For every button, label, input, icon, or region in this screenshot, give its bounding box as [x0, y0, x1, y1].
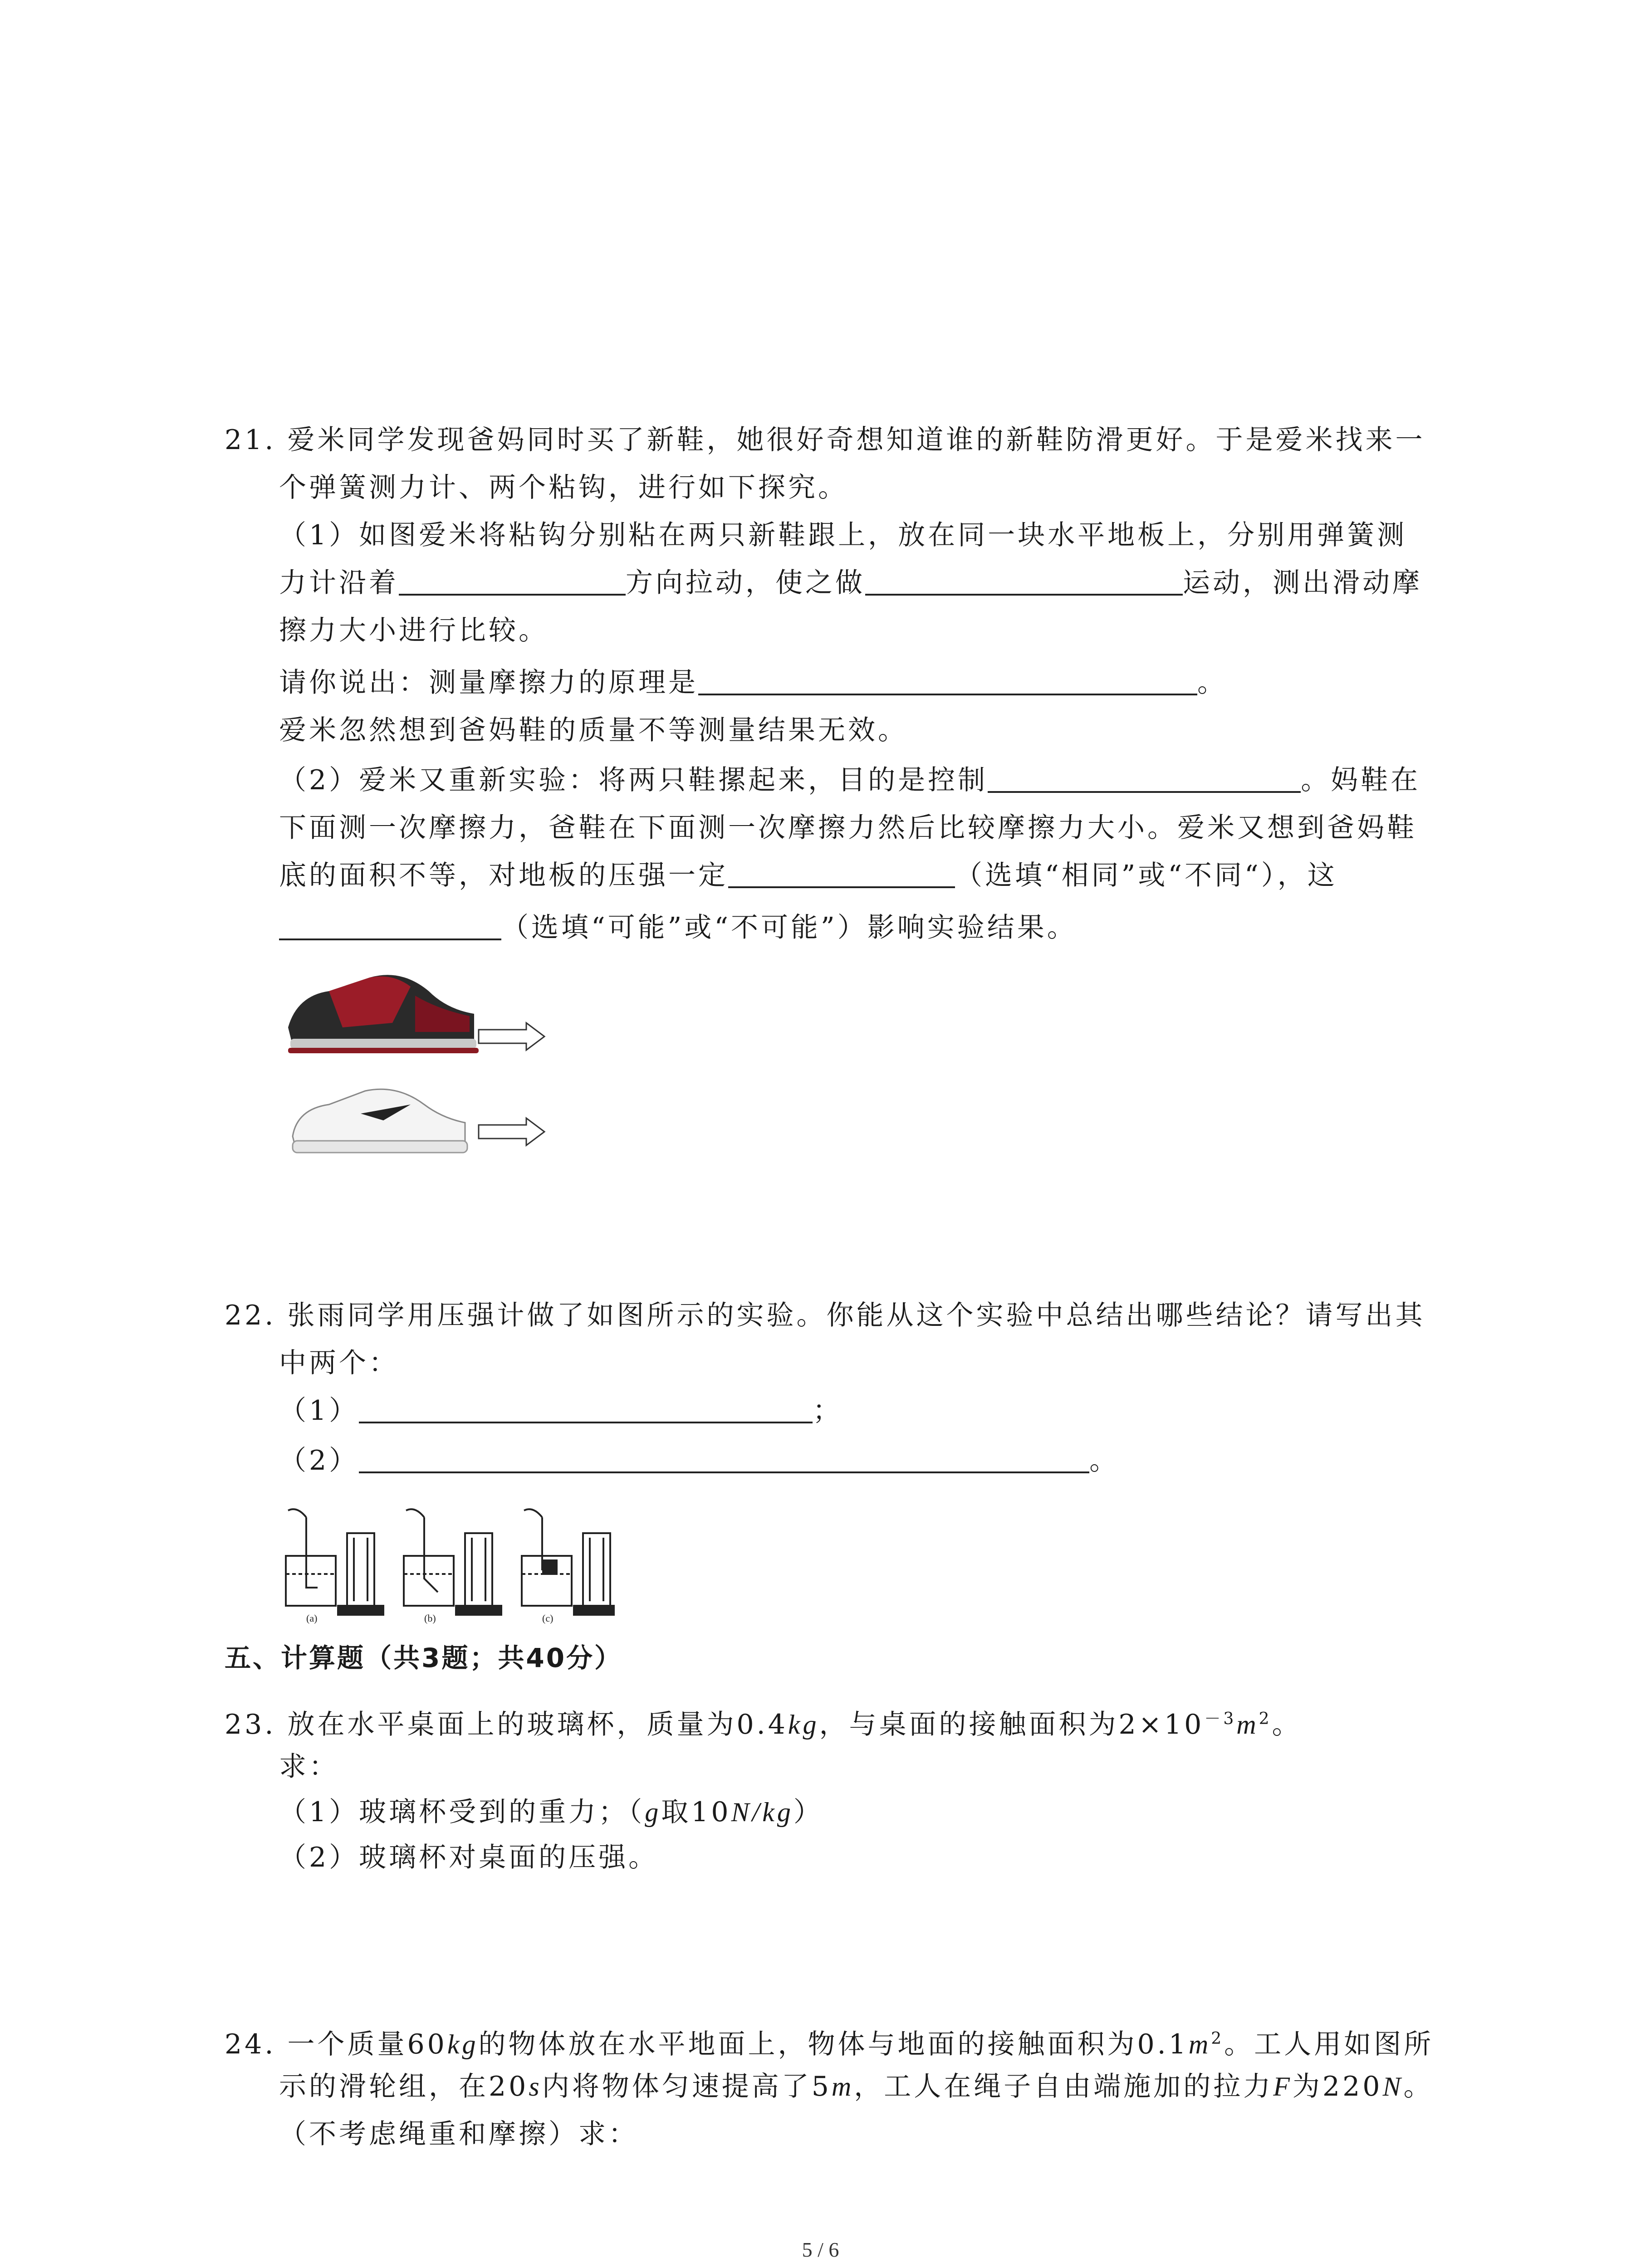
figure-label-b: (b)	[424, 1613, 436, 1624]
arrow-icon	[479, 1118, 544, 1145]
figure-label-a: (a)	[306, 1613, 318, 1624]
q23-line-2: 求：	[279, 1751, 339, 1783]
q22-number: 22.	[225, 1300, 276, 1331]
q23-line-3: （1）玻璃杯受到的重力；（g取10N/kg）	[279, 1796, 823, 1828]
dark-shoe-image	[288, 975, 479, 1053]
answer-blank-motion[interactable]	[865, 565, 1183, 596]
q23-line-4: （2）玻璃杯对桌面的压强。	[279, 1842, 659, 1873]
q21-line-9: 下面测一次摩擦力，爸鞋在下面测一次摩擦力然后比较摩擦力大小。爱米又想到爸妈鞋	[279, 812, 1417, 844]
q21-line-6: 请你说出：测量摩擦力的原理是 。	[279, 665, 1227, 701]
gauge-apparatus-a	[286, 1509, 383, 1624]
q21-line-1: 21. 爱米同学发现爸妈同时买了新鞋，她很好奇想知道谁的新鞋防滑更好。于是爱米找来一	[225, 424, 1425, 456]
page-number: 5 / 6	[802, 2238, 839, 2261]
answer-blank-conclusion-1[interactable]	[359, 1393, 813, 1423]
q23-line-1: 23. 放在水平桌面上的玻璃杯，质量为0.4kg，与桌面的接触面积为$2\times 10^{-3}m^2$。	[225, 1709, 1302, 1740]
answer-blank-pressure[interactable]	[728, 857, 955, 888]
q22-line-3: （1） ；	[279, 1393, 843, 1429]
white-shoe-image	[293, 1089, 467, 1153]
q21-line-5: 擦力大小进行比较。	[279, 615, 549, 646]
q21-number: 21.	[225, 424, 276, 456]
section-heading: 五、计算题（共3题；共40分）	[225, 1642, 623, 1673]
shoes-figure	[279, 959, 597, 1168]
answer-blank-principle[interactable]	[698, 665, 1197, 695]
q24-number: 24.	[225, 2028, 276, 2060]
q22-line-1: 22. 张雨同学用压强计做了如图所示的实验。你能从这个实验中总结出哪些结论？请写出其	[225, 1300, 1425, 1331]
answer-blank-control[interactable]	[988, 762, 1301, 793]
answer-blank-direction[interactable]	[399, 565, 626, 596]
answer-blank-conclusion-2[interactable]	[359, 1442, 1089, 1473]
q24-line-2: 示的滑轮组，在20s内将物体匀速提高了5m，工人在绳子自由端施加的拉力F为220N。	[279, 2071, 1434, 2102]
gauge-apparatus-c	[522, 1509, 615, 1624]
q21-line-3: （1）如图爱米将粘钩分别粘在两只新鞋跟上，放在同一块水平地板上，分别用弹簧测	[279, 519, 1407, 551]
answer-blank-influence[interactable]	[279, 909, 501, 940]
q21-line-8: （2）爱米又重新实验：将两只鞋摞起来，目的是控制 。妈鞋在	[279, 762, 1421, 798]
pressure-gauge-figure	[279, 1501, 615, 1624]
q23-number: 23.	[225, 1709, 276, 1740]
q22-line-2: 中两个：	[279, 1347, 399, 1379]
arrow-icon	[479, 1023, 544, 1050]
q22-line-4: （2） 。	[279, 1442, 1119, 1479]
gauge-apparatus-b	[404, 1509, 501, 1624]
q21-line-7: 爱米忽然想到爸妈鞋的质量不等测量结果无效。	[279, 714, 908, 746]
q21-line-2: 个弹簧测力计、两个粘钩，进行如下探究。	[279, 472, 848, 503]
q21-line-4: 力计沿着 方向拉动，使之做 运动，测出滑动摩	[279, 565, 1422, 601]
figure-label-c: (c)	[542, 1613, 554, 1624]
q21-line-10: 底的面积不等，对地板的压强一定 （选填“相同”或“不同“），这	[279, 857, 1337, 894]
q24-line-3: （不考虑绳重和摩擦）求：	[279, 2118, 638, 2150]
q24-line-1: 24. 一个质量60kg的物体放在水平地面上，物体与地面的接触面积为$0.1m^2$。工人用如图所	[225, 2028, 1434, 2060]
q21-line-11: （选填“可能”或“不可能”）影响实验结果。	[279, 909, 1077, 946]
